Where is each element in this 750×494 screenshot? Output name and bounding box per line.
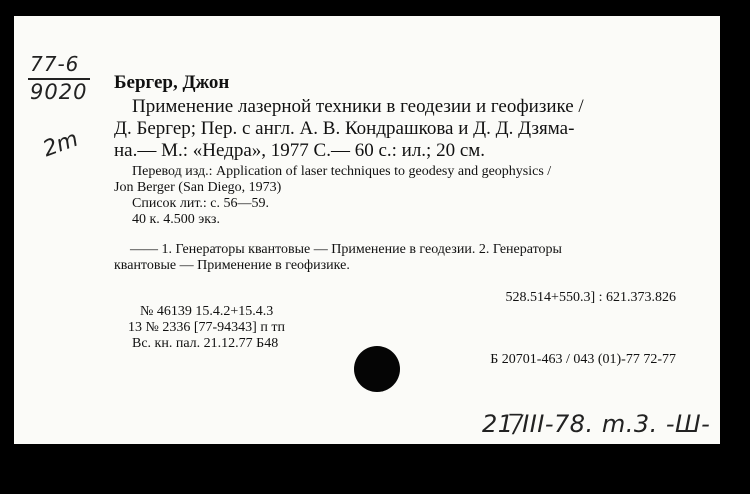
- catalog-card: [14, 16, 720, 444]
- handwritten-number: 9020: [30, 80, 88, 104]
- subject-headings-line-1: —— 1. Генераторы квантовые — Применение в геодезии. 2. Генераторы: [130, 242, 562, 257]
- subject-headings-line-2: квантовые — Применение в геофизике.: [114, 258, 350, 273]
- punch-hole: [354, 346, 400, 392]
- book-chamber-note: Вс. кн. пал. 21.12.77 Б48: [132, 336, 279, 351]
- udc-classification: 528.514+550.3] : 621.373.826: [505, 290, 676, 305]
- registry-number: 13 № 2336 [77-94343] п тп: [128, 320, 285, 335]
- handwritten-shelf-mark: 77-6: [30, 52, 80, 76]
- original-title-line-1: Перевод изд.: Application of laser techniques to geodesy and geophysics /: [132, 164, 552, 179]
- bibliography-note: Список лит.: с. 56—59.: [132, 196, 269, 211]
- author-heading: Бергер, Джон: [114, 72, 230, 93]
- catalog-number: № 46139 15.4.2+15.4.3: [140, 304, 274, 319]
- title-line-2: Д. Бергер; Пер. с англ. А. В. Кондрашкова и Д. Д. Дзяма-: [114, 118, 575, 139]
- handwritten-bottom-note: 21/̅III-78. m.3. -Ш-: [482, 410, 711, 438]
- title-line-1: Применение лазерной техники в геодезии и геофизике /: [132, 96, 584, 117]
- original-title-line-2: Jon Berger (San Diego, 1973): [114, 180, 282, 195]
- price-print-run: 40 к. 4.500 экз.: [132, 212, 220, 227]
- imprint-line: на.— М.: «Недра», 1977 С.— 60 с.: ил.; 20 см.: [114, 140, 486, 161]
- handwritten-note: 2m: [39, 126, 82, 163]
- bbk-code: Б 20701-463 / 043 (01)-77 72-77: [490, 352, 676, 367]
